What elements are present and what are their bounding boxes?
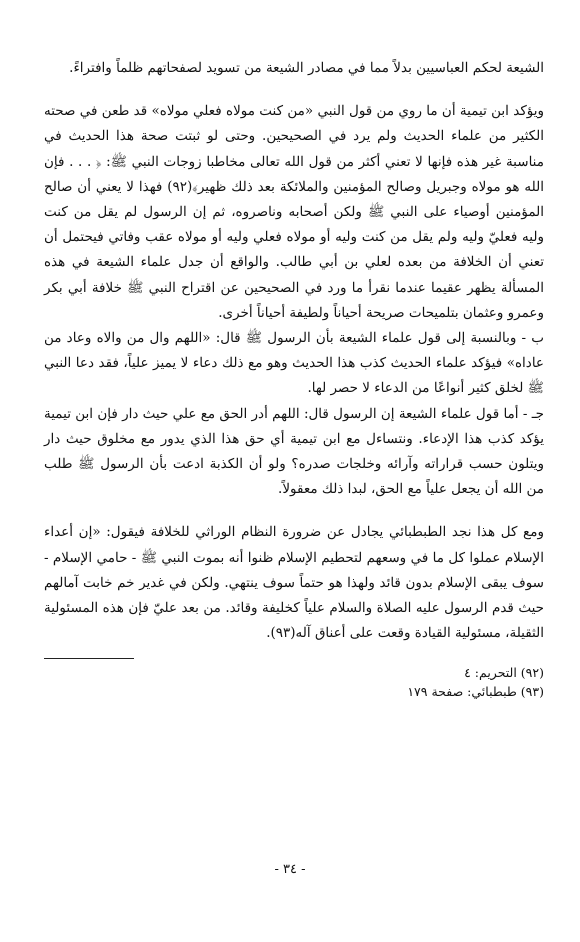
paragraph-2: ويؤكد ابن تيمية أن ما روي من قول النبي «من كنت مولاه فعلي مولاه» قد طعن في صحته الكثير من علماء الحديث ولم يرد في الصحيحين. وحتى لو ثبتت صحة هذا الحديث في مناسبة غير هذه فإنها لا تعني أكثر من قول الله تعالى مخاطبا زوجات النبي ﷺ: ﴿ . . . فإن الله هو مولاه وجبريل وصالح المؤمنين والملائكة بعد ذلك ظهير﴾(٩٢) فهذا لا يعني أن صالح المؤمنين أوصياء على النبي ﷺ ولكن أصحابه وناصروه، ثم إن الرسول لم يقل من كنت وليه فعليّ وليه ولم يقل من كنت وليه أو مولاه فعلي وليه أو مولاه عقب وفاتي فيحتمل أن تعني أن الخلافة من بعده لعلي بن أبي طالب. والواقع أن جدل علماء الشيعة في هذه المسألة يظهر عقيما عندما نقرأ ما ورد في الصحيحين عن اقتراح النبي ﷺ خلافة أبي بكر وعمرو وعثمان بتلميحات صريحة أحياناً ولطيفة أحياناً أخرى. [44, 103, 544, 321]
page-body [44, 56, 544, 701]
paragraph-4: جـ - أما قول علماء الشيعة إن الرسول قال: اللهم أدر الحق مع علي حيث دار فإن ابن تيمية يؤكد كذب هذا الإدعاء. ونتساءل مع ابن تيمية أي حق هذا الذي يدور مع مخلوق حيث دار ويتلون حسب قراراته وآرائه وخلجات صدره؟ ولو أن الكذبة ادعت بأن الرسول ﷺ طلب من الله أن يجعل علياً مع الحق، لبدا ذلك معقولاً. [44, 405, 544, 498]
footnote-separator [44, 658, 134, 659]
paragraph-5: ومع كل هذا نجد الطبطبائي يجادل عن ضرورة النظام الوراثي للخلافة فيقول: «إن أعداء الإسلام عملوا كل ما في وسعهم لتحطيم الإسلام ظنوا أنه بموت النبي ﷺ - حامي الإسلام - سوف يبقى الإسلام بدون قائد ولهذا هو حتماً سوف ينتهي. ولكن في غدير خم خابت آمالهم حيث قدم الرسول عليه الصلاة والسلام علياً كخليفة وقائد. من بعد عليّ فإن هذه المسئولية الثقيلة، مسئولية القيادة وقعت على أعناق آله(٩٣). [44, 524, 544, 642]
paragraph-1: الشيعة لحكم العباسيين بدلاً مما في مصادر الشيعة من تسويد لصفحاتهم ظلماً وافتراءً. [69, 60, 544, 76]
page-number: - ٣٤ - [274, 862, 306, 877]
footnote-92: (٩٢) التحريم: ٤ [464, 665, 544, 681]
footnote-93: (٩٣) طبطبائي: صفحة ١٧٩ [407, 684, 544, 700]
paragraph-3: ب - وبالنسبة إلى قول علماء الشيعة بأن الرسول ﷺ قال: «اللهم وال من والاه وعاد من عاداه» فيؤكد علماء الحديث كذب هذا الحديث وهو مع ذلك دعاء لا يميز علياً، فقد دعا النبي ﷺ لخلق كثير أنواعًا من الدعاء لا حصر لها. [44, 330, 544, 397]
